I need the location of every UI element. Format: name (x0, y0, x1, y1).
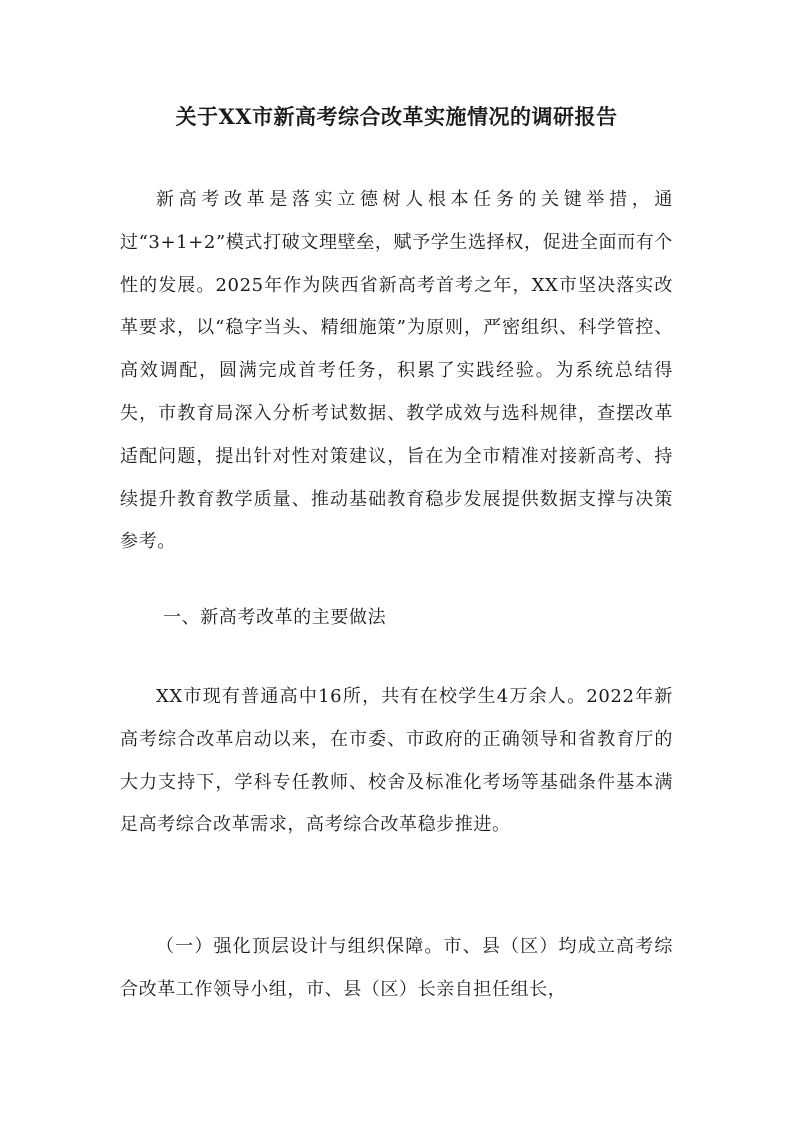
section-heading: 一、新高考改革的主要做法 (163, 607, 387, 628)
section-paragraph: XX市现有普通高中16所，共有在校学生4万余人。2022年新高考综合改革启动以来，在市委、市政府的正确领导和省教育厅的大力支持下，学科专任教师、校舍及标准化考场等基础条件基本满足高考综合改革需求，高考综合改革稳步推进。 (120, 686, 673, 836)
subsection-paragraph: （一）强化顶层设计与组织保障。市、县（区）均成立高考综合改革工作领导小组，市、县（区）长亲自担任组长， (120, 936, 673, 1000)
document-title: 关于XX市新高考综合改革实施情况的调研报告 (175, 104, 618, 129)
intro-paragraph: 新高考改革是落实立德树人根本任务的关键举措，通过“3+1+2”模式打破文理壁垒，赋予学生选择权，促进全面而有个性的发展。2025年作为陕西省新高考首考之年，XX市坚决落实改革要求，以“稳字当头、精细施策”为原则，严密组织、科学管控、高效调配，圆满完成首考任务，积累了实践经验。为系统总结得失，市教育局深入分析考试数据、教学成效与选科规律，查摆改革适配问题，提出针对性对策建议，旨在为全市精准对接新高考、持续提升教育教学质量、推动基础教育稳步发展提供数据支撑与决策参考。 (120, 189, 673, 553)
